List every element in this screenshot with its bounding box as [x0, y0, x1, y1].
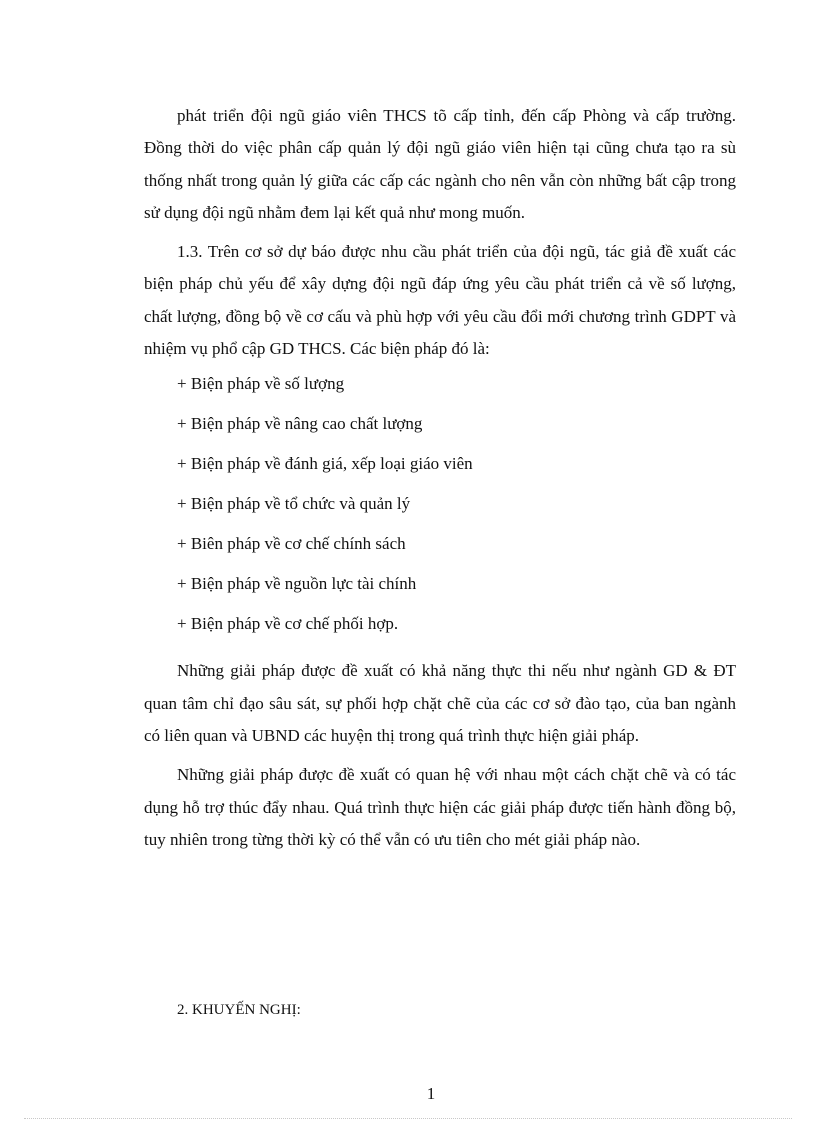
page-number: 1: [426, 1084, 436, 1103]
list-item: + Biện pháp về đánh giá, xếp loại giáo viên: [177, 454, 473, 474]
list-item: + Biện pháp về cơ chế phối hợp.: [177, 614, 399, 634]
paragraph-proposals-intro: 1.3. Trên cơ sở dự báo được nhu cầu phát triển của đội ngũ, tác giả đề xuất các biện pháp chủ yếu để xây dựng đội ngũ đáp ứng yêu cầu phát triển cả về số lượng, chất lượng, đồng bộ về cơ cấu và phù hợp với yêu cầu đổi mới chương trình GDPT và nhiệm vụ phổ cập GD THCS. Các biện pháp đó là:: [144, 242, 736, 359]
list-item: + Biện pháp về nâng cao chất lượng: [177, 414, 423, 434]
document-body: [144, 100, 736, 863]
paragraph-relationship: Những giải pháp được đề xuất có quan hệ với nhau một cách chặt chẽ và có tác dụng hỗ trợ thúc đẩy nhau. Quá trình thực hiện các giải pháp được tiến hành đồng bộ, tuy nhiên trong từng thời kỳ có thể vẫn có ưu tiên cho mét giải pháp nào.: [144, 765, 736, 849]
list-item: + Biện pháp về nguồn lực tài chính: [177, 574, 417, 594]
list-item: + Biện pháp về tổ chức và quản lý: [177, 494, 411, 514]
paragraph-continuation: phát triển đội ngũ giáo viên THCS tõ cấp tỉnh, đến cấp Phòng và cấp trường. Đồng thời do việc phân cấp quản lý đội ngũ giáo viên hiện tại cũng chưa tạo ra sù thống nhất trong quản lý giữa các cấp các ngành cho nên vẫn còn những bất cập trong sử dụng đội ngũ nhằm đem lại kết quả như mong muốn.: [144, 106, 736, 222]
list-item: + Biên pháp về cơ chế chính sách: [177, 534, 406, 554]
section-heading: 2. KHUYẾN NGHỊ:: [177, 1002, 301, 1018]
measures-list: [144, 372, 736, 652]
page-bottom-divider: [24, 1118, 792, 1119]
list-item: + Biện pháp về số lượng: [177, 374, 345, 394]
paragraph-feasibility: Những giải pháp được đề xuất có khả năng thực thi nếu như ngành GD & ĐT quan tâm chỉ đạo sâu sát, sự phối hợp chặt chẽ của các cơ sở đào tạo, của ban ngành có liên quan và UBND các huyện thị trong quá trình thực hiện giải pháp.: [144, 661, 736, 745]
